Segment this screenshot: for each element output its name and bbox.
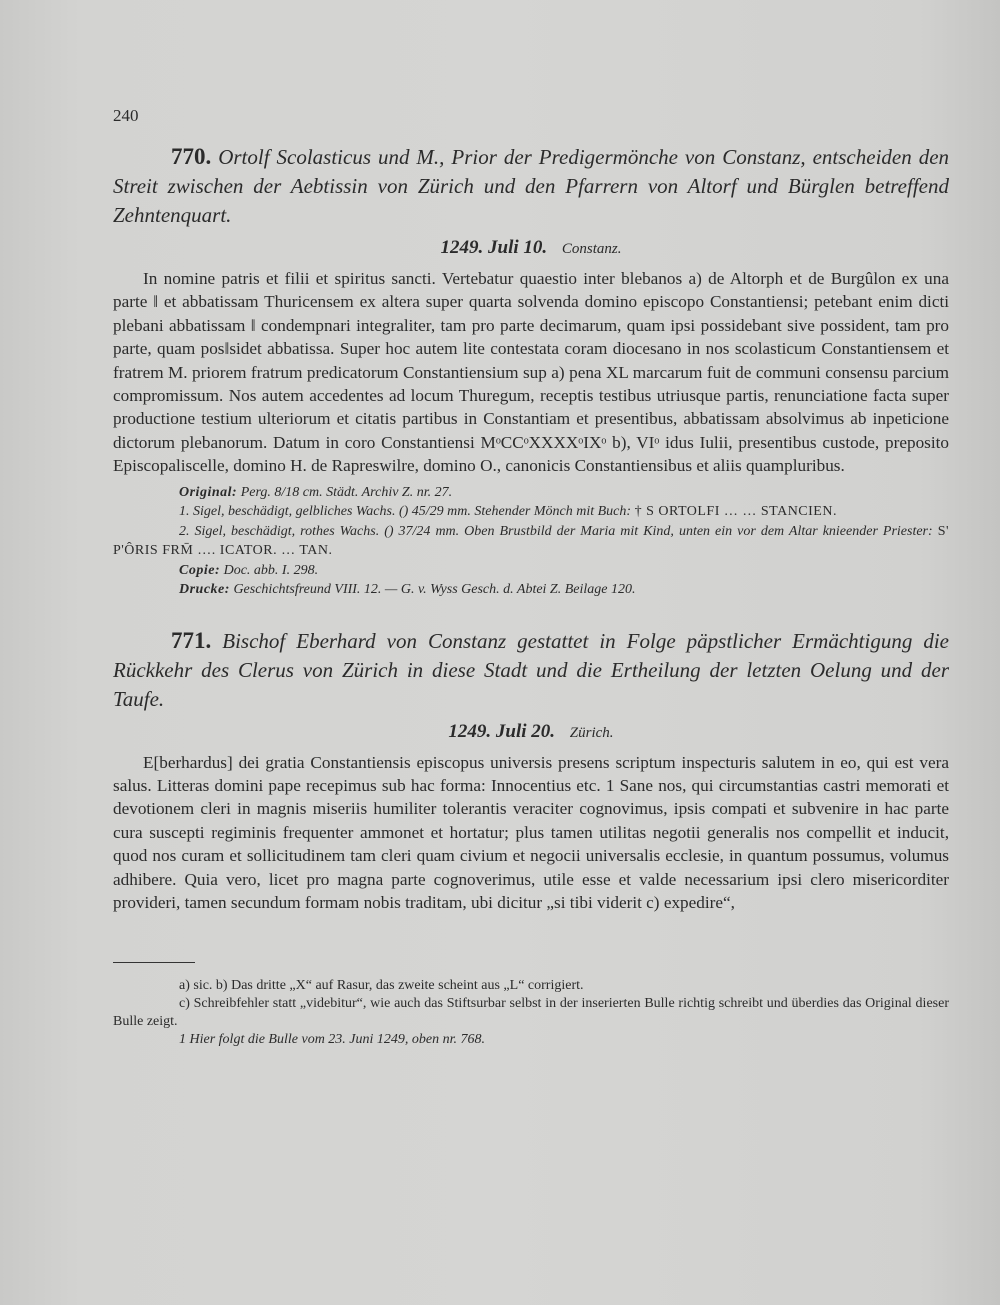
original-text: Perg. 8/18 cm. Städt. Archiv Z. nr. 27. xyxy=(240,484,453,500)
copie-note xyxy=(113,561,949,581)
footnote-c: c) Schreibfehler statt „videbitur“, wie auch das Stiftsurbar selbst in der inserierten Bulle richtig schreibt und überdies das Original dieser Bulle zeigt. xyxy=(113,995,949,1029)
content xyxy=(113,106,949,1049)
document-770-number: 770. xyxy=(171,144,212,169)
section-gap xyxy=(113,600,949,626)
document-770-dateline xyxy=(113,237,949,259)
footnote-rule xyxy=(113,962,195,963)
seal-2-text: 2. Sigel, beschädigt, rothes Wachs. () 37/24 mm. Oben Brustbild der Maria mit Kind, unten ein vor dem Altar knieender Priester: xyxy=(179,523,933,539)
document-770-notes xyxy=(113,483,949,600)
seal-1-text: 1. Sigel, beschädigt, gelbliches Wachs. () 45/29 mm. Stehender Mönch mit Buch: xyxy=(179,504,632,520)
page-number: 240 xyxy=(113,106,139,125)
document-771-title: Bischof Eberhard von Constanz gestattet in Folge päpstlicher Ermächtigung die Rückkehr des Clerus von Zürich in diese Stadt und die Ertheilung der letzten Oelung und der Taufe. xyxy=(113,628,949,711)
drucke-label: Drucke: xyxy=(179,582,230,598)
footnote-1: 1 Hier folgt die Bulle vom 23. Juni 1249, oben nr. 768. xyxy=(179,1031,486,1047)
drucke-text: Geschichtsfreund VIII. 12. — G. v. Wyss Gesch. d. Abtei Z. Beilage 120. xyxy=(233,582,636,598)
document-771-place: Zürich. xyxy=(569,724,614,741)
seal-1-note xyxy=(113,502,949,522)
document-771-date: 1249. Juli 20. xyxy=(448,720,556,742)
document-771-text: E[berhardus] dei gratia Constantiensis episcopus universis presens scriptum inspecturis salutem in eo, qui est vera salus. Litteras domini pape recepimus sub hac forma: Innocentius etc. 1 Sane nos, qui circumstantias castri memorati et devotionem cleri in magnis miseriis humiliter tolerantis veraciter cognovimus, ipsis compati et subvenire in hac parte cura suscepti regiminis frequenter ammonet et hortatur; plus tamen utilitas negotii generalis nos compellit et inducit, quod nos curam et sollicitudinem tam cleri quam civium et negocii universalis ecclesie, in quantum possumus, volumus adhibere. Quia vero, licet pro magna parte cognoverimus, utile esse et valde necessarium ipsi clero misericorditer provideri, tamen secundum formam nobis traditam, ubi dicitur „si tibi viderit c) expedire“, xyxy=(113,752,949,913)
document-771-dateline xyxy=(113,721,949,743)
document-771-heading xyxy=(113,626,949,714)
seal-1-legend: † S ORTOLFI … … STANCIEN. xyxy=(634,504,837,520)
document-770-heading xyxy=(113,142,949,230)
document-770-place: Constanz. xyxy=(561,241,622,257)
document-770-text: In nomine patris et filii et spiritus sancti. Vertebatur quaestio inter blebanos a) de Altorph et de Burgûlon ex una parte ‖ et abbatissam Thuricensem ex altera super quarta solvenda domino episcopo Constantiensi; petebant enim dicti plebani abbatissam ‖ condempnari integraliter, tam pro parte decimarum, quam ipsi possidebant sive possident, tam pro parte, quam pos‖sidet abbatissa. Super hoc autem lite contestata coram diocesano in nos scolasticum Constantiensem et fratrem M. priorem fratrum predicatorum Constantiensium sup a) pena XL marcarum fuit de communi consensu parcium compromissum. Nos autem accedentes ad locum Thuregum, receptis testibus utriusque partis, renunciatione facta super productione testium ulteriorum et citatis partibus in Constantiam et presentibus, abbatissam absolvimus ab inpeticione dictorum plebanorum. Datum in coro Constantiensi MᵒCCᵒXXXXᵒIXᵒ b), VIᵒ idus Iulii, presentibus custode, preposito Episcopaliscelle, domino H. de Rapreswilre, domino O., canonicis Constantiensibus et aliis quampluribus. xyxy=(113,269,949,476)
footnotes xyxy=(113,977,949,1049)
original-note xyxy=(113,483,949,503)
document-770-title: Ortolf Scolasticus und M., Prior der Predigermönche von Constanz, entscheiden den Streit zwischen der Aebtissin von Zürich und den Pfarrern von Altorf und Bürglen betreffend Zehntenquart. xyxy=(113,145,950,227)
drucke-note xyxy=(113,580,949,600)
document-770-date: 1249. Juli 10. xyxy=(440,237,548,258)
copie-label: Copie: xyxy=(179,562,221,578)
document-771-number: 771. xyxy=(171,627,212,653)
seal-2-note xyxy=(113,522,949,561)
footnote-ab: a) sic. b) Das dritte „X“ auf Rasur, das zweite scheint aus „L“ corrigiert. xyxy=(179,977,584,993)
seal-2-legend: S' P'ÔRIS FRM̄ …. ICATOR. … TAN. xyxy=(113,523,949,559)
copie-text: Doc. abb. I. 298. xyxy=(223,562,319,578)
original-label: Original: xyxy=(179,484,238,500)
